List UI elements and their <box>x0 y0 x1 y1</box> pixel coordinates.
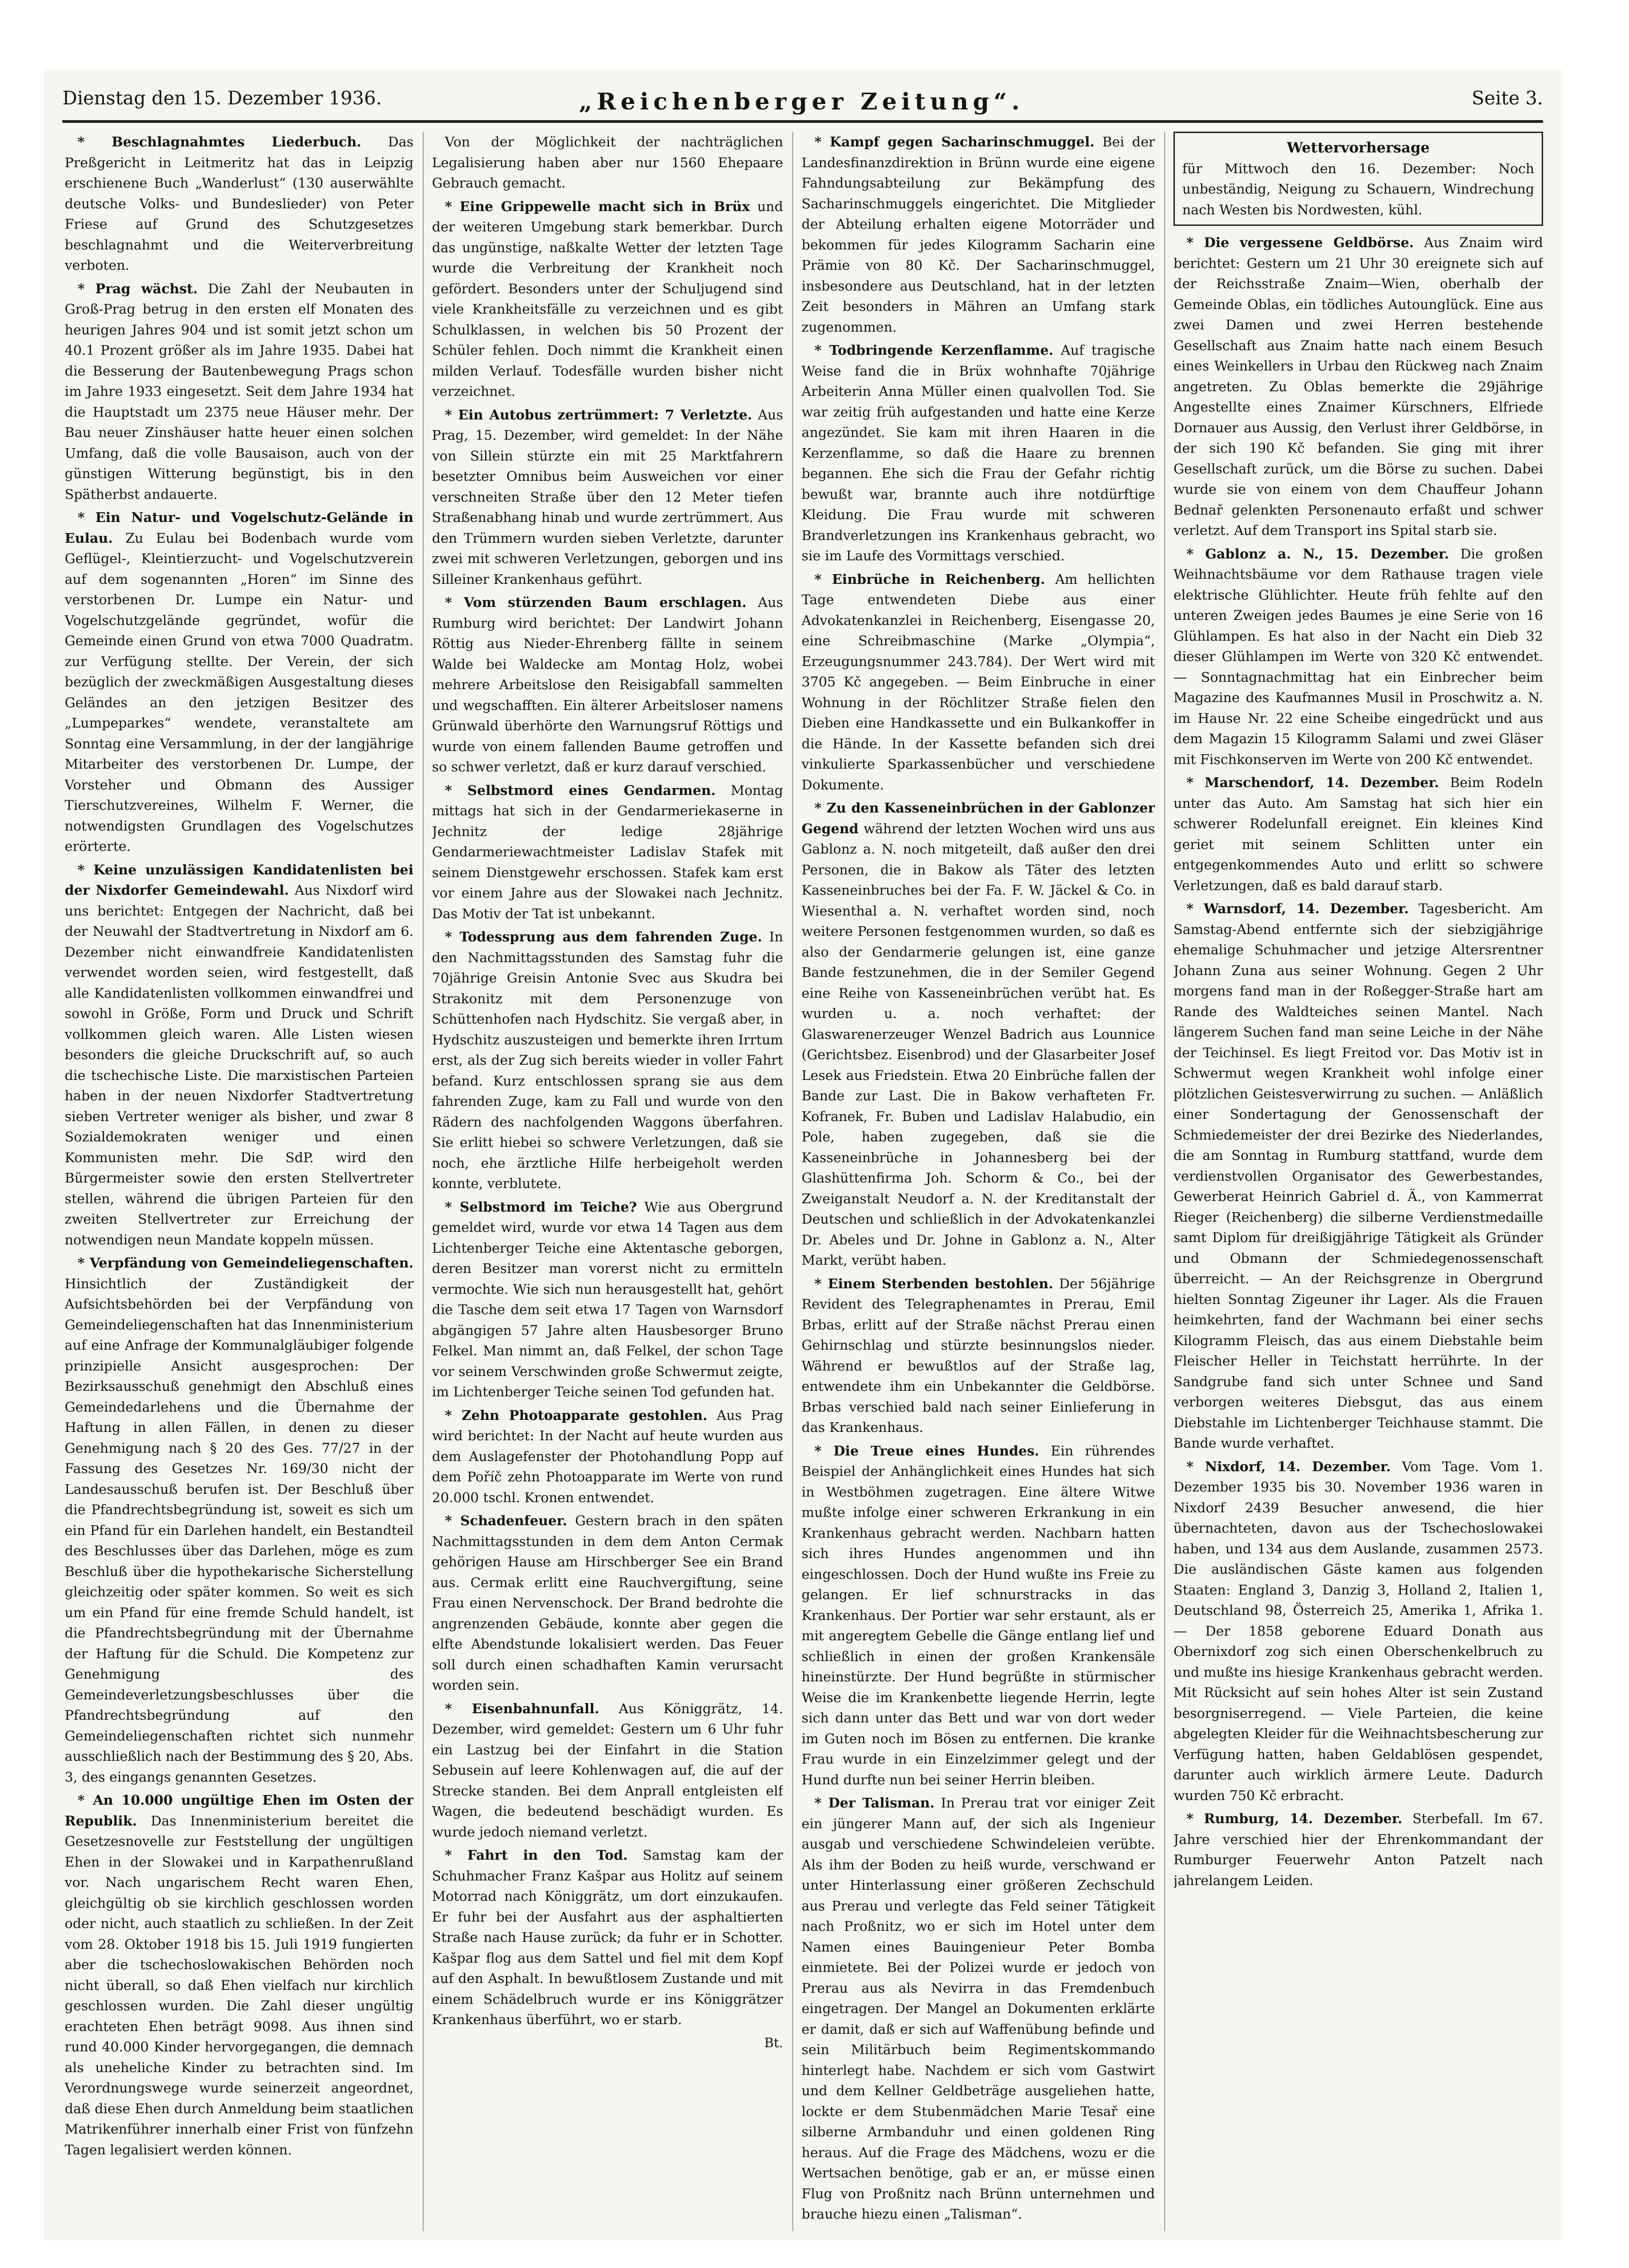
article-paragraph <box>432 196 783 402</box>
article-author: Bt. <box>764 2035 783 2050</box>
article <box>432 196 783 402</box>
article-paragraph <box>432 1698 783 1843</box>
article <box>432 592 783 777</box>
article-heading: * Einbrüche in Reichenberg. <box>814 571 1045 587</box>
article-heading: * Gablonz a. N., 15. Dezember. <box>1186 546 1449 562</box>
article-heading: * Keine unzulässigen Kandidatenlisten bei der Nixdorfer Gemeindewahl. <box>65 861 413 898</box>
article-body: Aus Nixdorf wird uns berichtet: Entgegen der Nachricht, daß bei der Neuwahl der Stadtvertretung in Nixdorf am 6. Dezember nicht einwandfreie Kandidatenlisten verwendet worden seien, wird festgestellt, daß alle Kandidatenlisten vollkommen einwandfrei und sowohl in Größe, Form und Druck und Schrift vollkommen gleich waren. Alle Listen wiesen besonders die gleiche Druckschrift auf, so auch die tschechische Liste. Die marxistischen Parteien haben in der neuen Nixdorfer Stadtvertretung sieben Vertreter weniger als bisher, und zwar 8 Sozialdemokraten weniger und einen Kommunisten mehr. Die SdP. wird den Bürgermeister sowie den ersten Stellvertreter stellen, während die übrigen Parteien für den zweiten Stellvertreter zur Erreichung der notwendigen neun Mandate koppeln müssen. <box>65 882 413 1248</box>
column-1 <box>65 132 413 2231</box>
article-heading: * Selbstmord im Teiche? <box>445 1199 637 1215</box>
column-divider <box>1164 132 1165 2231</box>
column-divider <box>792 132 793 2231</box>
article-heading: * Nixdorf, 14. Dezember. <box>1186 1458 1391 1474</box>
article-body: Sterbefall. Im 67. Jahre verschied hier der Ehrenkommandant der Rumburger Feuerwehr Anton Patzelt nach jahrelangem Leiden. <box>1173 1811 1543 1888</box>
issue-date: Dienstag den 15. Dezember 1936. <box>62 88 382 109</box>
article <box>802 132 1155 337</box>
header-rule <box>62 120 1543 123</box>
article-paragraph <box>1173 544 1543 770</box>
article-body: während der letzten Wochen wird uns aus Gablonz a. N. noch mitgeteilt, daß außer den drei Personen, die in Bakow als Täter des letzten Kasseneinbruches bei der Fa. F. W. Jäckel & Co. in Wiesenthal a. N. verhaftet worden sind, noch weitere Personen festgenommen wurden, so daß es also der Gendarmerie gelungen ist, eine ganze Bande festzunehmen, die in der Semiler Gegend eine Reihe von Kasseneinbrüchen verübt hat. Es wurden u. a. noch verhaftet: der Glaswarenerzeuger Wenzel Badrich aus Lounnice (Gerichtsbez. Eisenbrod) und der Glasarbeiter Josef Lesek aus Friedstein. Etwa 20 Einbrüche fallen der Bande zur Last. Die in Bakow verhafteten Fr. Kofranek, Fr. Buben und Ladislav Halabudio, ein Pole, haben zugegeben, daß sie die Kasseneinbrüche in Johannesberg bei der Glashüttenfirma Joh. Schorm & Co., bei der Zweiganstalt Neudorf a. N. der Kreditanstalt der Deutschen und schließlich in der Advokatenkanzlei Dr. Abeles und Dr. Johne in Gablonz a. N., Alter Markt, verübt haben. <box>802 820 1155 1268</box>
article <box>1173 1808 1543 1891</box>
article <box>432 1698 783 1843</box>
article <box>432 1197 783 1402</box>
article-heading: * Verpfändung von Gemeindeliegenschaften. <box>78 1255 413 1271</box>
article <box>802 798 1155 1271</box>
page-header <box>62 88 1543 129</box>
article-heading: * Ein Autobus zertrümmert: 7 Verletzte. <box>445 406 752 423</box>
article <box>65 1253 413 1787</box>
page-number: Seite 3. <box>1471 88 1543 109</box>
article-body: Aus Königgrätz, 14. Dezember, wird gemeldet: Gestern um 6 Uhr fuhr ein Lastzug bei der Einfahrt in die Station Sebusein auf leere Kohlenwagen auf, die auf der Strecke standen. Bei dem Anprall entgleisten elf Wagen, die bedeutend beschädigt wurden. Es wurde jedoch niemand verletzt. <box>432 1700 783 1840</box>
article-body: Wie aus Obergrund gemeldet wird, wurde vor etwa 14 Tagen aus dem Lichtenberger Teiche eine Aktentasche geborgen, deren Besitzer man vorerst nicht zu ermitteln vermochte. Wie sich nun herausgestellt hat, gehört die Tasche dem seit etwa 17 Tagen von Warnsdorf abgängigen 57 Jahre alten Hausbesorger Bruno Felkel. Man nimmt an, daß Felkel, der schon Tage vor seinem Verschwinden große Schwermut zeigte, im Lichtenberger Teiche seinen Tod gefunden hat. <box>432 1199 783 1400</box>
article-body: Ein rührendes Beispiel der Anhänglichkeit eines Hundes hat sich in Westböhmen zugetragen. Eine ältere Witwe mußte infolge einer schweren Erkrankung in ein Krankenhaus gebracht werden. Nachbarn hatten sich ihres Hundes angenommen und ihn eingeschlossen. Doch der Hund wußte ins Freie zu gelangen. Er lief schnurstracks in das Krankenhaus. Der Portier war sehr erstaunt, als er mit angeregtem Gebelle die Gänge entlang lief und schließlich in einen der großen Krankensäle hineinstürzte. Der Hund begrüßte in stürmischer Weise die im Krankenbette liegende Herrin, legte sich dann unter das Bett und war von dort weder im Guten noch im Bösen zu entfernen. Die kranke Frau wurde in ein Einzelzimmer gelegt und der Hund durfte nun bei seiner Herrin bleiben. <box>802 1443 1155 1788</box>
article-paragraph <box>65 279 413 505</box>
article-paragraph <box>802 1441 1155 1790</box>
article-paragraph <box>1173 1456 1543 1806</box>
article-paragraph <box>432 1197 783 1402</box>
article-paragraph <box>432 1510 783 1696</box>
article-heading: * Rumburg, 14. Dezember. <box>1186 1811 1403 1826</box>
article-heading: * Selbstmord eines Gendarmen. <box>445 782 716 798</box>
weather-forecast-title: Wettervorhersage <box>1287 139 1430 156</box>
article-paragraph <box>802 1793 1155 2225</box>
article <box>65 507 413 857</box>
article-body: Aus Rumburg wird berichtet: Der Landwirt Johann Röttig aus Nieder-Ehrenberg fällte in seinem Walde bei Waldecke am Montag Holz, wobei mehrere Arbeitslose den Reisigabfall sammelten und wegschafften. Ein älterer Arbeitsloser namens Grünwald überhörte den Warnungsruf Röttigs und wurde von einem fallenden Baume getroffen und so schwer verletzt, daß er kurz darauf verschied. <box>432 594 783 775</box>
column-divider <box>423 132 424 2231</box>
article-paragraph <box>432 1405 783 1508</box>
weather-forecast-box <box>1173 132 1543 226</box>
article-paragraph <box>802 1273 1155 1438</box>
article-body: Tagesbericht. Am Samstag-Abend entfernte sich der siebzigjährige ehemalige Schuhmacher und jetzige Altersrentner Johann Zuna aus seiner Wohnung. Gegen 2 Uhr morgens fand man in der Roßegger-Straße hart am Rande des Waldteiches seinen Mantel. Nach längerem Suchen fand man seine Leiche in der Nähe der Teichinsel. Es liegt Freitod vor. Das Motiv ist in Schwermut wegen Krankheit wohl infolge einer plötzlichen Geistesverwirrung zu suchen. — Anläßlich einer Sondertagung der Genossenschaft der Schmiedemeister der drei Bezirke des Niederlandes, die am Sonntag in Rumburg stattfand, wurde dem verdienstvollen Organisator des Gewerbestandes, Gewerberat Heinrich Gabriel d. Ä., von Kammerrat Rieger (Reichenberg) die silberne Verdienstmedaille samt Diplom für dreißigjährige Tätigkeit als Gründer und Obmann der Schmiedegenossenschaft überreicht. — An der Reichsgrenze in Obergrund hielten Sonntag Zigeuner ihr Lager. Als die Frauen heimkehrten, fand der Wachmann bei einer sechs Kilogramm Fleisch, das aus einem Diebstahle beim Fleischer Heller in Teichstatt herrührte. In der Sandgrube fand sich unter Schnee und Sand verborgen weiteres Diebsgut, das aus einem Diebstahle im Lichtenberger Teichhause stammt. Die Bande wurde verhaftet. <box>1173 901 1543 1451</box>
article-heading: * Zu den Kasseneinbrüchen in der Gablonzer Gegend <box>802 800 1155 837</box>
article <box>65 132 413 276</box>
article-heading: * Der Talisman. <box>814 1795 935 1811</box>
article <box>802 1273 1155 1438</box>
article <box>432 1510 783 1696</box>
column-3 <box>802 132 1155 2231</box>
column-4 <box>1173 132 1543 2231</box>
article-body: Das Innenministerium bereitet die Gesetzesnovelle zur Feststellung der ungültigen Ehen in der Slowakei und in Karpathenrußland vor. Nach ungarischem Recht waren Ehen, gleichgültig ob sie kirchlich geschlossen worden oder nicht, auch staatlich zu schließen. In der Zeit vom 28. Oktober 1918 bis 15. Juli 1919 fungierten aber die tschechoslowakischen Behörden noch nicht überall, so daß Ehen vielfach nur kirchlich geschlossen wurden. Die Zahl dieser ungültig erachteten Ehen beträgt 9098. Aus ihnen sind rund 40.000 Kinder hervorgegangen, die demnach als uneheliche Kinder zu betrachten sind. Im Verordnungswege wurde seinerzeit angeordnet, daß diese Ehen durch Anmeldung beim staatlichen Matrikenführer innerhalb einer Frist von fünfzehn Tagen legalisiert werden können. <box>65 1813 413 2158</box>
article-heading: * Marschendorf, 14. Dezember. <box>1186 775 1439 790</box>
article-paragraph <box>432 132 783 194</box>
article-body: Vom Tage. Vom 1. Dezember 1935 bis 30. November 1936 waren in Nixdorf 2439 Besucher anwesend, die hier übernachteten, davon aus der Tschechoslowakei haben, und 134 aus dem Auslande, zusammen 2573. Die ausländischen Gäste kamen aus folgenden Staaten: England 3, Danzig 3, Holland 2, Italien 1, Deutschland 98, Österreich 25, Amerika 1, Afrika 1. — Der 1858 geborene Eduard Donath aus Obernixdorf zog sich einen Oberschenkelbruch zu und mußte ins hiesige Krankenhaus gebracht werden. Mit Rücksicht auf sein hohes Alter ist sein Zustand besorgniserregend. — Viele Parteien, die keine abgelegten Kleider für die Weihnachtsbescherung zur Verfügung hatten, haben Geldablösen gespendet, darunter auch wirklich ärmere Leute. Dadurch wurden 750 Kč erbracht. <box>1173 1458 1543 1803</box>
article-heading: * Die vergessene Geldbörse. <box>1186 235 1414 250</box>
article <box>1173 772 1543 896</box>
article-paragraph <box>432 927 783 1194</box>
article-paragraph <box>1173 1808 1543 1891</box>
article <box>1173 898 1543 1454</box>
article-paragraph <box>432 592 783 777</box>
article-heading: * Warnsdorf, 14. Dezember. <box>1186 901 1409 916</box>
article <box>432 132 783 194</box>
article <box>802 1441 1155 1790</box>
article-body: Von der Möglichkeit der nachträglichen Legalisierung haben aber nur 1560 Ehepaare Gebrauch gemacht. <box>432 134 783 191</box>
article-paragraph <box>1173 232 1543 541</box>
article-paragraph <box>432 1845 783 2030</box>
article-body: Zu Eulau bei Bodenbach wurde vom Geflügel-, Kleintierzucht- und Vogelschutzverein auf dem sogenannten „Horen“ im Sinne des verstorbenen Dr. Lumpe ein Natur- und Vogelschutzgelände gegründet, wofür die Gemeinde einen Grund von etwa 7000 Quadratm. zur Verfügung stellte. Der Verein, der sich bezüglich der zweckmäßigen Ausgestaltung dieses Geländes an den jetzigen Besitzer des „Lumpeparkes“ wendete, veranstaltete am Sonntag eine Versammlung, in der der langjährige Mitarbeiter des verstorbenen Dr. Lumpe, der Vorsteher und Obmann des Aussiger Tierschutzvereines, Wilhelm F. Werner, die notwendigsten Grundlagen des Vogelschutzes erörterte. <box>65 530 413 854</box>
article-heading: * Einem Sterbenden bestohlen. <box>814 1275 1053 1292</box>
article <box>65 279 413 505</box>
article-paragraph <box>802 569 1155 795</box>
article-body: Aus Prag, 15. Dezember, wird gemeldet: In der Nähe von Sillein stürzte ein mit 25 Marktfahrern besetzter Omnibus beim Ausweichen vor einer verschneiten Straße über den 12 Meter tiefen Straßenabhang hinab und wurde zertrümmert. Aus den Trümmern wurden sieben Verletzte, darunter zwei mit schweren Verletzungen, geborgen und ins Silleiner Krankenhaus geführt. <box>432 406 783 587</box>
article-paragraph <box>65 860 413 1250</box>
article-body: Montag mittags hat sich in der Gendarmeriekaserne in Jechnitz der ledige 28jährige Gendarmeriewachtmeister Ladislav Stafek mit seinem Dienstgewehr erschossen. Stafek kam erst vor einem Jahre aus der Slowakei nach Jechnitz. Das Motiv der Tat ist unbekannt. <box>432 782 783 922</box>
article-body: Hinsichtlich der Zuständigkeit der Aufsichtsbehörden bei der Verpfändung von Gemeindeliegenschaften hat das Innenministerium auf eine Anfrage der Kommunalgläubiger folgende prinzipielle Ansicht ausgesprochen: Der Bezirksausschuß genehmigt den Abschluß eines Gemeindedarlehens und die Übernahme der Haftung in allen Fällen, in denen zu dieser Genehmigung nach § 20 des Ges. 77/27 in der Fassung des Gesetzes Nr. 169/30 nicht der Landesausschuß berufen ist. Der Beschluß über die Pfandrechtsbegründung ist, soweit es sich um ein Pfand für ein Darlehen handelt, ein Bestandteil des Beschlusses über das Darlehen, möge es zum Beschluß über die hypothekarische Sicherstellung gleichzeitig oder später kommen. So weit es sich um ein Pfand für eine fremde Schuld handelt, ist die Pfandrechtsbegründung mit der Übernahme der Haftung für die Schuld. Die Kompetenz zur Genehmigung des Gemeindeverletzungsbeschlusses über die Pfandrechtsbegründung auf den Gemeindeliegenschaften richtet sich nunmehr ausschließlich nach der Bestimmung des § 20, Abs. 3, des eingangs genannten Gesetzes. <box>65 1275 413 1785</box>
article <box>1173 232 1543 541</box>
article-paragraph <box>65 1790 413 2160</box>
column-2 <box>432 132 783 2231</box>
article-body: Die großen Weihnachtsbäume vor dem Rathause tragen viele elektrische Glühlichter. Heute früh fehlte auf den unteren Zweigen jedes Baumes je eine Serie von 16 Glühlampen. Es hat also in der Nacht ein Dieb 32 dieser Glühlampen im Werte von 320 Kč entwendet. — Sonntagnachmittag hat ein Einbrecher beim Magazine des Kaufmannes Musil in Proschwitz a. N. im Hause Nr. 22 eine Scheibe eingedrückt und aus dem Magazin 15 Kilogramm Salami und zwei Gläser mit Fischkonserven im Werte von 200 Kč entwendet. <box>1173 546 1543 767</box>
article <box>432 405 783 590</box>
article-heading: * Fahrt in den Tod. <box>445 1847 628 1863</box>
article <box>432 780 783 924</box>
article-paragraph <box>65 507 413 857</box>
article-body: Der 56jährige Revident des Telegraphenamtes in Prerau, Emil Brbas, erlitt auf der Straße nächst Prerau einen Gehirnschlag und stürzte besinnungslos nieder. Während er bewußtlos auf der Straße lag, entwendete ihm ein Unbekannter die Geldbörse. Brbas verschied bald nach seiner Einlieferung in das Krankenhaus. <box>802 1275 1155 1435</box>
article-heading: * Vom stürzenden Baum erschlagen. <box>445 594 747 610</box>
article-paragraph <box>802 132 1155 337</box>
newspaper-page <box>44 69 1562 2240</box>
article-paragraph <box>1173 898 1543 1454</box>
article-heading: * Todessprung aus dem fahrenden Zuge. <box>445 929 762 945</box>
article-body: und der weiteren Umgebung stark bemerkbar. Durch das ungünstige, naßkalte Wetter der letzten Tage wurde die Verbreitung der Krankheit noch gefördert. Besonders unter der Schuljugend sind viele Krankheitsfälle zu verzeichnen und es gibt Schulklassen, in welchen bis 50 Prozent der Schüler fehlen. Doch nimmt die Krankheit einen milden Verlauf. Todesfälle wurden bisher nicht verzeichnet. <box>432 198 783 399</box>
article <box>802 340 1155 566</box>
article-paragraph <box>802 340 1155 566</box>
article-heading: * Eisenbahnunfall. <box>445 1700 600 1716</box>
article <box>802 1793 1155 2225</box>
article-body: Aus Znaim wird berichtet: Gestern um 21 Uhr 30 ereignete sich auf der Reichsstraße Znaim—Wien, oberhalb der Gemeinde Oblas, ein tödliches Autounglück. Eine aus zwei Damen und zwei Herren bestehende Gesellschaft aus Znaim hatte nach einem Besuch eines Weinkellers in Urbau den Rückweg nach Znaim angetreten. Zu Oblas bemerkte die 29jährige Angestellte eines Znaimer Kürschners, Elfriede Dornauer aus Aussig, den Verlust ihrer Geldbörse, in der sich 190 Kč befanden. Sie ging mit ihrer Gesellschaft zurück, um die Börse zu suchen. Dabei wurde sie von einem von dem Chauffeur Johann Bednař gelenkten Personenauto erfaßt und schwer verletzt. Auf dem Transport ins Spital starb sie. <box>1173 235 1543 538</box>
article <box>1173 544 1543 770</box>
article-paragraph <box>432 405 783 590</box>
article-body: Am hellichten Tage entwendeten Diebe aus einer Advokatenkanzlei in Reichenberg, Eisengasse 20, eine Schreibmaschine (Marke „Olympia“, Erzeugungsnummer 243.784). Der Wert wird mit 3705 Kč angegeben. — Beim Einbruche in einer Wohnung in der Röchlitzer Straße fielen den Dieben eine Handkassette und ein Bulkankoffer in die Hände. In der Kassette befanden sich drei vinkulierte Sparkassenbücher und verschiedene Dokumente. <box>802 571 1155 793</box>
newspaper-title: „Reichenberger Zeitung“. <box>579 88 1024 115</box>
article <box>432 927 783 1194</box>
article-heading: * Prag wächst. <box>78 280 198 297</box>
article-heading: * Eine Grippewelle macht sich in Brüx <box>445 198 750 214</box>
article-body: Das Preßgericht in Leitmeritz hat das in Leipzig erschienene Buch „Wanderlust“ (130 auserwählte deutsche Volks- und Bundeslieder) von Peter Friese auf Grund des Schutzgesetzes beschlagnahmt und die Weiterverbreitung verboten. <box>65 134 413 273</box>
article-paragraph <box>432 780 783 924</box>
article-paragraph <box>65 1253 413 1787</box>
article-body: Beim Rodeln unter das Auto. Am Samstag hat sich hier ein schwerer Rodelunfall ereignet. Ein kleines Kind geriet mit seinem Schlitten unter ein entgegenkommendes Auto und erlitt so schwere Verletzungen, daß es bald darauf starb. <box>1173 775 1543 893</box>
article-body: Die Zahl der Neubauten in Groß-Prag betrug in den ersten elf Monaten des heurigen Jahres 904 und ist somit jetzt schon um 40.1 Prozent größer als im Jahre 1935. Dabei hat die Besserung der Bautenbewegung Prags schon im Jahre 1933 eingesetzt. Seit dem Jahre 1934 hat die Hauptstadt um 2375 neue Häuser mehr. Der Bau neuer Zinshäuser hatte heuer einen solchen Umfang, daß die volle Bausaison, auch von der günstigen Witterung begünstigt, bis in den Spätherbst andauerte. <box>65 280 413 502</box>
article <box>802 569 1155 795</box>
article-heading: * Beschlagnahmtes Liederbuch. <box>78 134 362 150</box>
article-heading: * Schadenfeuer. <box>445 1513 567 1528</box>
article-heading: * Todbringende Kerzenflamme. <box>814 342 1054 358</box>
article-body: Aus Prag wird berichtet: In der Nacht auf heute wurden aus dem Auslagefenster der Photohandlung Popp auf dem Poříč zehn Photoapparate im Werte von rund 20.000 tschl. Kronen entwendet. <box>432 1407 783 1505</box>
article-body: In Prerau trat vor einiger Zeit ein jüngerer Mann auf, der sich als Ingenieur ausgab und verschiedene Schwindeleien verübte. Als ihm der Boden zu heiß wurde, verschwand er unter Hinterlassung einer größeren Zechschuld aus Prerau und verlegte das Feld seiner Tätigkeit nach Proßnitz, wo er sich im Hotel unter dem Namen eines Bauingenieur Peter Bomba einmietete. Bei der Polizei wurde er jedoch von Prerau aus als Nevirra in das Fremdenbuch eingetragen. Der Mangel an Dokumenten erklärte er damit, daß er sich auf Waffenübung befinde und sein Militärbuch beim Regimentskommando hinterlegt habe. Nachdem er sich vom Gastwirt und dem Kellner Geldbeträge ausgeliehen hatte, lockte er dem Stubenmädchen Marie Tesař eine silberne Armbanduhr und einen goldenen Ring heraus. Auf die Frage des Mädchens, wozu er die Wertsachen benötige, gab er an, er müsse einen Flug von Proßnitz nach Brünn unternehmen und brauche hiezu einen „Talisman“. <box>802 1795 1155 2222</box>
article <box>65 1790 413 2160</box>
article <box>1173 1456 1543 1806</box>
article-paragraph <box>65 132 413 276</box>
article-heading: * Zehn Photoapparate gestohlen. <box>445 1407 708 1423</box>
article-body: Bei der Landesfinanzdirektion in Brünn wurde eine eigene Fahndungsabteilung zur Bekämpfung des Sacharinschmuggels eingerichtet. Die Mitglieder der Abteilung erhalten eigene Motorräder und bekommen für jedes Kilogramm Sacharin eine Prämie von 80 Kč. Der Sacharinschmuggel, insbesondere aus Deutschland, hat in der letzten Zeit besonders in Mähren an Umfang stark zugenommen. <box>802 134 1155 335</box>
article-paragraph <box>802 798 1155 1271</box>
article-paragraph <box>1173 772 1543 896</box>
article-heading: * Die Treue eines Hundes. <box>814 1443 1039 1459</box>
article <box>432 1845 783 2030</box>
article <box>65 860 413 1250</box>
article-body: In den Nachmittagsstunden des Samstag fuhr die 70jährige Greisin Antonie Svec aus Skudra bei Strakonitz mit dem Personenzuge von Schüttenhofen nach Hydschitz. Sie vergaß aber, in Hydschitz auszusteigen und bemerkte ihren Irrtum erst, als der Zug sich bereits wieder in voller Fahrt befand. Kurz entschlossen sprang sie aus dem fahrenden Zuge, kam zu Fall und wurde von den Rädern des nachfolgenden Waggons überfahren. Sie erlitt hiebei so schwere Verletzungen, daß sie noch, ehe ärztliche Hilfe herbeigeholt werden konnte, verblutete. <box>432 929 783 1191</box>
article-body: Samstag kam der Schuhmacher Franz Kašpar aus Holitz auf seinem Motorrad nach Königgrätz, um dort einzukaufen. Er fuhr bei der Ausfahrt aus der asphaltierten Straße nach Hause zurück; da fuhr er in Schotter. Kašpar flog aus dem Sattel und fiel mit dem Kopf auf den Asphalt. In bewußtlosem Zustande und mit einem Schädelbruch wurde er ins Königgrätzer Krankenhaus überführt, wo er starb. <box>432 1847 783 2027</box>
article <box>432 1405 783 1508</box>
article-body: Gestern brach in den späten Nachmittagsstunden in dem dem Anton Cermak gehörigen Hause am Hirschberger See ein Brand aus. Cermak erlitt eine Rauchvergiftung, seine Frau einen Nervenschock. Der Brand bedrohte die angrenzenden Gebäude, konnte aber gegen die elfte Abendstunde lokalisiert werden. Das Feuer soll durch einen schadhaften Kamin verursacht worden sein. <box>432 1513 783 1693</box>
weather-forecast-text: für Mittwoch den 16. Dezember: Noch unbeständig, Neigung zu Schauern, Windrechung nach Westen bis Nordwesten, kühl. <box>1182 160 1534 218</box>
article-body: Auf tragische Weise fand die in Brüx wohnhafte 70jährige Arbeiterin Anna Müller einen qualvollen Tod. Sie war zeitig früh aufgestanden und hatte eine Kerze angezündet. Sie kam mit ihren Haaren in die Kerzenflamme, so daß die Haare zu brennen begannen. Ehe sich die Frau der Gefahr richtig bewußt war, brannte auch ihre notdürftige Kleidung. Die Frau wurde mit schweren Brandverletzungen ins Krankenhaus gebracht, wo sie im Laufe des Vormittags verschied. <box>802 342 1155 564</box>
article-heading: * Ein Natur- und Vogelschutz-Gelände in Eulau. <box>65 509 413 546</box>
article-heading: * Kampf gegen Sacharinschmuggel. <box>814 134 1094 150</box>
article-heading: * An 10.000 ungültige Ehen im Osten der Republik. <box>65 1792 413 1829</box>
